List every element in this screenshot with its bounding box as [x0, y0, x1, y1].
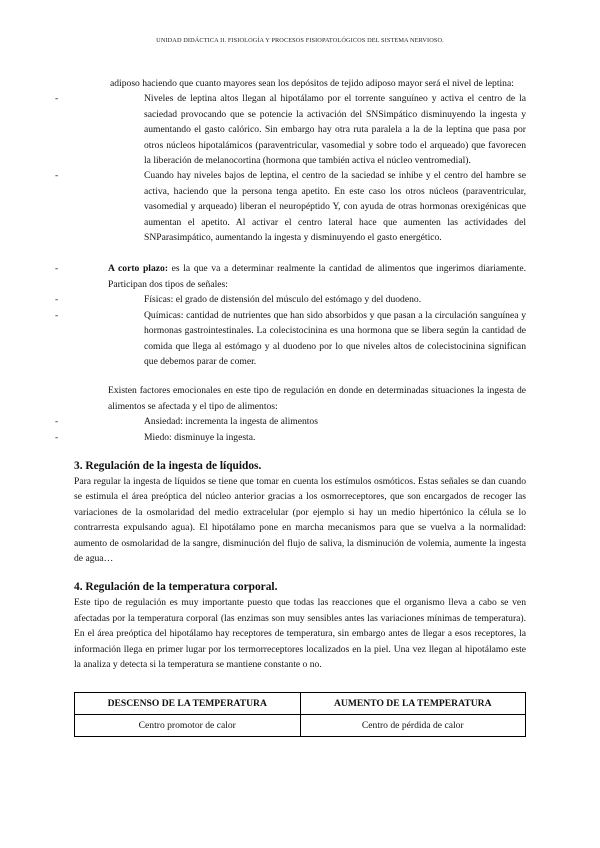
list-item: - Químicas: cantidad de nutrientes que han sido absorbidos y que pasan a la circulación sanguínea y hormonas gastrointestinales. La colecistocinina es una hormona que se libera según la cantidad de comida que llega al estómago y al duodeno por lo que niveles altos de colecistocinina significan que debemos parar de comer. — [55, 309, 526, 367]
table-header-descenso: DESCENSO DE LA TEMPERATURA — [75, 693, 301, 715]
signals-list — [55, 292, 526, 369]
document-body — [55, 76, 526, 737]
corto-plazo-label: A corto plazo: — [108, 263, 169, 275]
section-3-heading: 3. Regulación de la ingesta de líquidos. — [74, 459, 262, 472]
leptin-list — [55, 91, 526, 245]
emotional-list — [55, 414, 526, 445]
corto-plazo-item: - A corto plazo: es la que va a determinar realmente la cantidad de alimentos que ingerimos diariamente. Participan dos tipos de señales: — [55, 263, 526, 290]
emotional-paragraph: Existen factores emocionales en este tipo de regulación en donde en determinadas situaciones la ingesta de alimentos se afectada y el tipo de alimentos: — [108, 385, 526, 412]
list-item: - Niveles de leptina altos llegan al hipotálamo por el torrente sanguíneo y activa el centro de la saciedad provocando que se potencie la activación del SNSimpático disminuyendo la ingesta y aumentando el gasto calórico. Sin embargo hay otra ruta paralela a la de la leptina que pasa por otros núcleos hipotalámicos (paraventricular, vasomedial y sobre todo el arqueado) que favorecen la liberación de melanocortina (hormona que también activa el núcleo ventromedial). — [55, 93, 526, 167]
table-header-row — [75, 693, 526, 715]
table-cell: Centro de pérdida de calor — [300, 715, 526, 737]
section-3-paragraph: Para regular la ingesta de líquidos se tiene que tomar en cuenta los estímulos osmóticos. Estas señales se dan cuando se estimula el área preóptica del núcleo anterior gracias a los osmorreceptores, que son encargados de recoger las variaciones de la osmolaridad del medio extracelular (por ejemplo si hay un medio hipertónico la célula se lo contrarresta expulsando agua). El hipotálamo pone en marcha mecanismos para que se vuelva a la normalidad: aumento de osmolaridad de la sangre, disminución del flujo de saliva, la disminución de volemia, aumente la ingesta de agua… — [74, 475, 526, 564]
table-row — [75, 715, 526, 737]
page-header: UNIDAD DIDÁCTICA II. FISIOLOGÍA Y PROCESOS FISIOPATOLÓGICOS DEL SISTEMA NERVIOSO. — [156, 37, 444, 44]
section-4-paragraph: Este tipo de regulación es muy importante puesto que todas las reacciones que el organismo lleva a cabo se ven afectadas por la temperatura corporal (las enzimas son muy sensibles antes las variaciones mínimas de temperatura). En el área preóptica del hipotálamo hay receptores de temperatura, sin embargo antes de llegar a esos receptores, la información llega en primer lugar por los termorreceptores localizados en la piel. Una vez llegan al hipotálamo este la analiza y detecta si la temperatura se mantiene constante o no. — [74, 597, 526, 670]
section-4-heading: 4. Regulación de la temperatura corporal. — [74, 581, 278, 594]
intro-paragraph: adiposo haciendo que cuanto mayores sean los depósitos de tejido adiposo mayor será el nivel de leptina: — [110, 78, 514, 89]
list-item: - Miedo: disminuye la ingesta. — [55, 431, 256, 443]
table-header-aumento: AUMENTO DE LA TEMPERATURA — [300, 693, 526, 715]
list-item: - Cuando hay niveles bajos de leptina, el centro de la saciedad se inhibe y el centro del hambre se activa, haciendo que la persona tenga apetito. En este caso los otros núcleos (paraventricular, vasomedial y arqueado) liberan el neuropéptido Y, con ayuda de otras hormonas orexigénicas que aumentan el apetito. Al activar el centro lateral hace que aumenten las actividades del SNParasimpático, aumentando la ingesta y disminuyendo el gasto energético. — [55, 170, 526, 244]
table-cell: Centro promotor de calor — [75, 715, 301, 737]
temperature-table — [74, 692, 526, 737]
list-item: - Físicas: el grado de distensión del músculo del estómago y del duodeno. — [55, 294, 422, 306]
list-item: - Ansiedad: incrementa la ingesta de alimentos — [55, 416, 318, 428]
